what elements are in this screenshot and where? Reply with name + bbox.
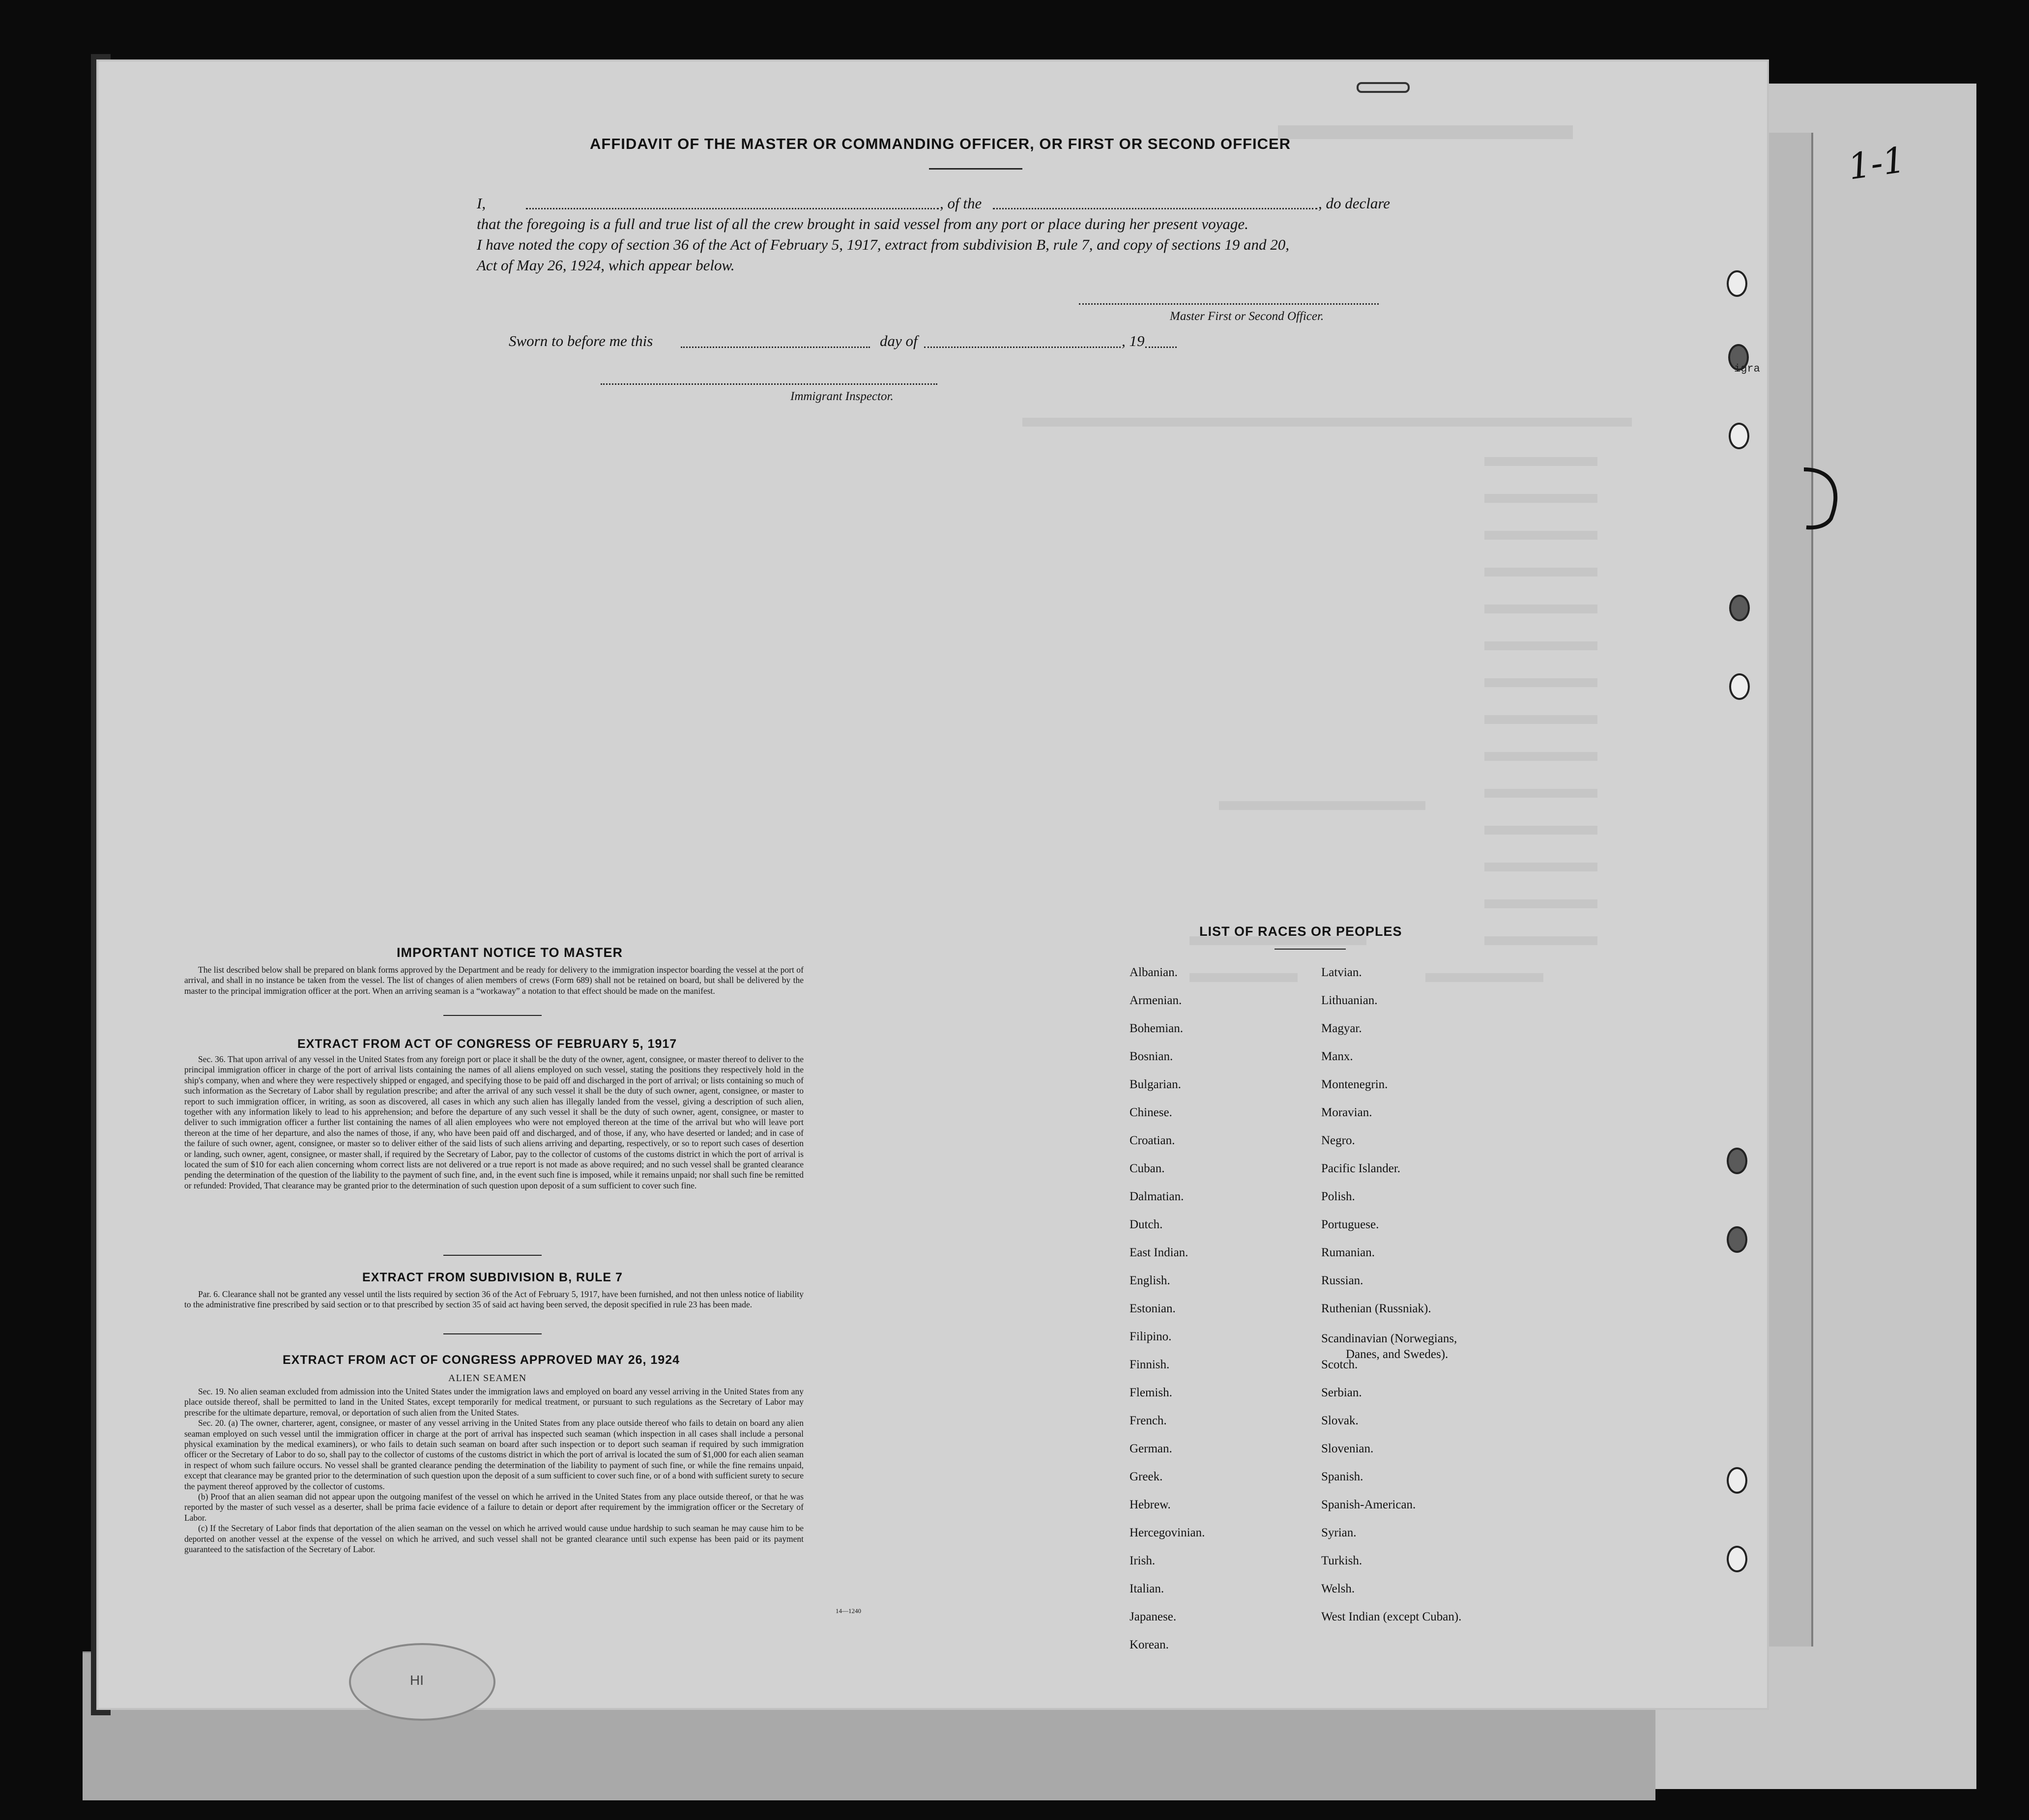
paper-clip-icon: [1357, 82, 1410, 93]
race-item: Portuguese.: [1321, 1218, 1379, 1231]
race-item: Negro.: [1321, 1134, 1355, 1147]
race-item: Hercegovinian.: [1130, 1526, 1205, 1539]
race-item: Spanish.: [1321, 1470, 1363, 1483]
section-20b-paragraph: (b) Proof that an alien seaman did not appear upon the outgoing manifest of the vessel on which he arrived in the United States from any place outside thereof, or that he was reported by the master of such vessel as a deserter, shall be prima facie evidence of a failure to detain or deport after requirement by the immigration officer or the Secretary of Labor.: [184, 1492, 804, 1523]
stamp-mark: [349, 1643, 495, 1721]
race-item: Danes, and Swedes).: [1346, 1348, 1449, 1361]
race-item: Moravian.: [1321, 1106, 1372, 1119]
race-item: Ruthenian (Russniak).: [1321, 1302, 1431, 1315]
race-item: Pacific Islander.: [1321, 1162, 1401, 1175]
section-20c-paragraph: (c) If the Secretary of Labor finds that deportation of the alien seaman on the vessel on which he arrived would cause undue hardship to such seaman he may cause him to be deported on another vessel at the expense of the vessel on which he arrived, and such vessel shall not be granted clearance until such expense has been paid or its payment guaranteed to the satisfaction of the Secretary of Labor.: [184, 1523, 804, 1555]
name-blank[interactable]: [526, 208, 939, 209]
master-signature-label: Master First or Second Officer.: [1170, 310, 1324, 323]
do-declare-label: , do declare: [1318, 195, 1391, 212]
ring-hole: [1727, 1546, 1747, 1572]
race-item: Armenian.: [1130, 994, 1182, 1007]
edge-text-fragment: igra: [1734, 363, 1760, 375]
form-number: 14—1240: [836, 1607, 861, 1615]
sworn-month-blank[interactable]: [924, 347, 1121, 348]
race-item: Scotch.: [1321, 1358, 1358, 1371]
race-item: East Indian.: [1130, 1246, 1188, 1259]
sworn-day-blank[interactable]: [681, 347, 870, 348]
races-title: LIST OF RACES OR PEOPLES: [1199, 924, 1402, 939]
ring-hole: [1729, 673, 1750, 700]
race-item: Magyar.: [1321, 1022, 1362, 1035]
race-item: Greek.: [1130, 1470, 1163, 1483]
race-item: Irish.: [1130, 1554, 1156, 1567]
rule-7-title: EXTRACT FROM SUBDIVISION B, RULE 7: [362, 1271, 623, 1284]
race-item: Bohemian.: [1130, 1022, 1184, 1035]
race-item: Dalmatian.: [1130, 1190, 1184, 1203]
races-title-rule: [1275, 949, 1346, 950]
race-item: Montenegrin.: [1321, 1078, 1388, 1091]
extract-1924-body: [184, 1387, 804, 1555]
race-item: Hebrew.: [1130, 1498, 1171, 1511]
extract-1917-title: EXTRACT FROM ACT OF CONGRESS OF FEBRUARY 5, 1917: [297, 1037, 677, 1051]
affidavit-line-4: Act of May 26, 1924, which appear below.: [477, 257, 735, 274]
race-item: Albanian.: [1130, 966, 1178, 979]
manifest-back-page: [98, 61, 1767, 1708]
race-item: Slovak.: [1321, 1414, 1359, 1427]
vessel-blank[interactable]: [993, 208, 1317, 209]
handwritten-page-number: 1-1: [1845, 139, 1908, 188]
bracket-mark: [1801, 464, 1846, 533]
year-prefix-label: , 19: [1122, 332, 1145, 349]
race-item: Bosnian.: [1130, 1050, 1173, 1063]
section-36-paragraph: Sec. 36. That upon arrival of any vessel in the United States from any foreign port or place it shall be the duty of the owner, agent, consignee, or master thereof to deliver to the principal immigration officer in charge of the port of arrival lists containing the names of all aliens employed on such vessel, stating the positions they respectively hold in the ship's company, when and where they were respectively shipped or engaged, and specifying those to be paid off and discharged in the port of arrival; or lists containing so much of such information as the Secretary of Labor shall by regulation prescribe; and after the arrival of any such vessel it shall be the duty of such owner, agent, consignee, or master to report to such immigration officer, in writing, as soon as discovered, all cases in which any such alien has illegally landed from the vessel, giving a description of such alien, together with any information likely to lead to his apprehension; and before the departure of any such vessel it shall be the duty of such owner, agent, consignee, or master to deliver to such immigration officer a further list containing the names of all alien employees who were not employed thereon at the time of the arrival but who will leave port thereon at the time of her departure, and also the names of those, if any, who have been paid off and discharged, and of those, if any, who have deserted or landed; and in case of the failure of such owner, agent, consignee, or master so to deliver either of the said lists of such aliens arriving and departing, respectively, or so to report such cases of desertion or landing, such owner, agent, consignee, or master shall, if required by the Secretary of Labor, pay to the collector of customs of the customs district in which the port of arrival is located the sum of $10 for each alien concerning whom correct lists are not delivered or a true report is not made as above required; and no such vessel shall be granted clearance pending the determination of the question of the liability to the payment of such fine, and, in the event such fine is imposed, while it remains unpaid; nor shall such fine be remitted or refunded: Provided, That clearance may be granted prior to the determination of such question upon deposit of a sum sufficient to cover such fine.: [184, 1054, 804, 1190]
race-item: Latvian.: [1321, 966, 1362, 979]
day-of-label: day of: [880, 332, 918, 349]
race-item: Estonian.: [1130, 1302, 1176, 1315]
race-item: Rumanian.: [1321, 1246, 1375, 1259]
race-item: Cuban.: [1130, 1162, 1165, 1175]
ring-hole: [1729, 595, 1750, 621]
race-item: Bulgarian.: [1130, 1078, 1181, 1091]
affidavit-line-3: I have noted the copy of section 36 of the Act of February 5, 1917, extract from subdivision B, rule 7, and copy of sections 19 and 20,: [477, 236, 1290, 253]
race-item: Slovenian.: [1321, 1442, 1374, 1455]
race-item: Turkish.: [1321, 1554, 1362, 1567]
ring-hole: [1727, 1467, 1747, 1494]
affidavit-line-1: [477, 193, 486, 213]
rule-7-paragraph: Par. 6. Clearance shall not be granted any vessel until the lists required by section 36 of the Act of February 5, 1917, have been furnished, and not then unless notice of liability to the administrative fine prescribed by said section or to that prescribed by section 35 of said act having been served, the deposit specified in rule 23 has been made.: [184, 1289, 804, 1310]
ring-hole: [1727, 270, 1747, 297]
race-item: Lithuanian.: [1321, 994, 1378, 1007]
sworn-label: Sworn to before me this: [509, 332, 653, 349]
race-item: Italian.: [1130, 1582, 1164, 1595]
inspector-label: Immigrant Inspector.: [790, 390, 894, 403]
inspector-signature-blank[interactable]: [601, 383, 937, 385]
extract-1917-body: [184, 1054, 804, 1191]
ring-hole: [1727, 1148, 1747, 1174]
ring-hole: [1729, 423, 1749, 449]
notice-paragraph: The list described below shall be prepared on blank forms approved by the Department and be ready for delivery to the immigration inspector boarding the vessel at the port of arrival, and shall in no instance be taken from the vessel. The list of changes of alien members of crews (Form 689) shall not be retained on board, but shall be delivered by the master to the principal immigration officer at the port. When an arriving seaman is a “workaway” a notation to that effect should be made on the manifest.: [184, 965, 804, 996]
race-item: Filipino.: [1130, 1330, 1172, 1343]
race-item: Polish.: [1321, 1190, 1355, 1203]
race-item: Russian.: [1321, 1274, 1363, 1287]
extract-1917-rule: [443, 1255, 542, 1256]
race-item: Welsh.: [1321, 1582, 1355, 1595]
race-item: Finnish.: [1130, 1358, 1170, 1371]
affidavit-title: AFFIDAVIT OF THE MASTER OR COMMANDING OFFICER, OR FIRST OR SECOND OFFICER: [590, 135, 1291, 152]
sworn-year-blank[interactable]: [1145, 347, 1177, 348]
race-item: Serbian.: [1321, 1386, 1362, 1399]
race-item: English.: [1130, 1274, 1170, 1287]
master-signature-blank[interactable]: [1079, 303, 1379, 305]
race-item: Manx.: [1321, 1050, 1353, 1063]
notice-title: IMPORTANT NOTICE TO MASTER: [397, 945, 623, 960]
alien-seamen-subtitle: ALIEN SEAMEN: [448, 1373, 527, 1384]
race-item: Dutch.: [1130, 1218, 1163, 1231]
section-20a-paragraph: Sec. 20. (a) The owner, charterer, agent, consignee, or master of any vessel arriving in the United States from any place outside thereof who fails to detain on board any alien seaman employed on such vessel until the immigration officer in charge at the port of arrival has inspected such seaman (which inspection in all cases shall include a personal physical examination by the medical examiners), or who fails to detain such seaman on board after such inspection or to deport such seaman if required by such immigration officer or the Secretary of Labor to do so, shall pay to the collector of customs of the customs district in which the port of arrival is located the sum of $1,000 for each alien seaman in respect of whom such failure occurs. No vessel shall be granted clearance pending the determination of the liability to payment of such fine, or while the fine remains unpaid, except that clearance may be granted prior to the determination of such question upon the deposit of a sum sufficient to cover such fine, or of a bond with sufficient surety to secure the payment thereof approved by the collector of customs.: [184, 1418, 804, 1491]
notice-rule: [443, 1015, 542, 1016]
of-the-label: , of the: [940, 195, 982, 212]
affidavit-line-2: that the foregoing is a full and true list of all the crew brought in said vessel from any port or place during her present voyage.: [477, 215, 1248, 232]
stamp-text: HI: [410, 1673, 424, 1688]
section-19-paragraph: Sec. 19. No alien seaman excluded from admission into the United States under the immigration laws and employed on board any vessel arriving in the United States from any place outside thereof, shall be permitted to land in the United States, except temporarily for medical treatment, or pursuant to such regulations as the Secretary of Labor may prescribe for the ultimate departure, removal, or deportation of such alien from the United States.: [184, 1387, 804, 1417]
rule-7-rule: [443, 1333, 542, 1334]
race-item: Korean.: [1130, 1638, 1169, 1651]
rule-7-body: [184, 1289, 804, 1310]
race-item: West Indian (except Cuban).: [1321, 1610, 1462, 1623]
notice-body: [184, 965, 804, 996]
race-item: Spanish-American.: [1321, 1498, 1416, 1511]
race-item: Syrian.: [1321, 1526, 1357, 1539]
race-item: Scandinavian (Norwegians,: [1321, 1332, 1457, 1345]
affidavit-i-label: I,: [477, 195, 486, 212]
race-item: Croatian.: [1130, 1134, 1175, 1147]
race-item: German.: [1130, 1442, 1172, 1455]
extract-1924-title: EXTRACT FROM ACT OF CONGRESS APPROVED MAY 26, 1924: [283, 1353, 680, 1367]
race-item: French.: [1130, 1414, 1167, 1427]
affidavit-title-rule: [929, 168, 1022, 170]
race-item: Flemish.: [1130, 1386, 1172, 1399]
race-item: Japanese.: [1130, 1610, 1177, 1623]
ring-hole: [1727, 1226, 1747, 1253]
race-item: Chinese.: [1130, 1106, 1172, 1119]
